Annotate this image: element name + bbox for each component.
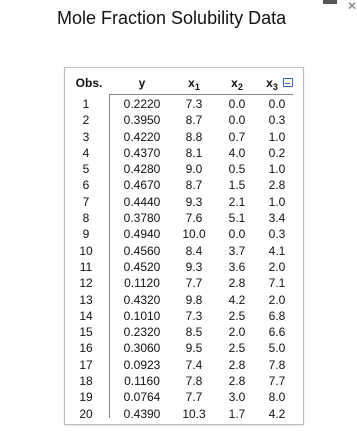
header-divider [109,94,293,95]
table-row [65,340,303,356]
table-row [65,145,303,161]
x1-cell: 7.7 [185,390,203,405]
x2-cell: 0.0 [228,227,246,242]
x3-cell: 4.2 [268,406,286,421]
x2-cell: 2.8 [228,374,246,389]
table-row [65,324,303,340]
y-cell: 0.0923 [123,357,161,372]
obs-cell: 7 [82,194,90,209]
y-cell: 0.4320 [123,292,161,307]
x2-cell: 1.5 [228,178,246,193]
column-header-x1-subscript: 1 [194,82,200,92]
x2-cell: 0.0 [228,97,246,111]
obs-cell: 4 [82,145,90,160]
x3-cell: 0.0 [268,97,286,111]
y-cell: 0.3950 [123,113,161,128]
minimize-icon[interactable] [323,0,337,4]
column-header-x2-subscript: 2 [237,82,243,92]
x1-cell: 8.5 [185,325,203,340]
table-row [65,243,303,259]
x2-cell: 3.0 [228,390,246,405]
table-row [65,357,303,373]
x2-cell: 1.7 [228,406,246,421]
x1-cell: 7.6 [185,211,203,226]
obs-cell: 11 [79,259,93,274]
column-header-x2 [217,74,257,92]
obs-cell: 3 [82,129,90,144]
x1-cell: 8.7 [185,178,203,193]
y-cell: 0.4390 [123,406,161,421]
x2-cell: 2.5 [228,341,246,356]
table-row [65,194,303,210]
x2-cell: 2.8 [228,276,246,291]
x3-cell: 7.8 [268,357,286,372]
table-row [65,129,303,145]
table-row [65,96,303,112]
y-cell: 0.4670 [123,178,161,193]
obs-cell: 5 [82,162,90,177]
y-cell: 0.2220 [123,97,161,111]
y-cell: 0.4440 [123,194,161,209]
table-row [65,210,303,226]
x3-cell: 2.8 [268,178,286,193]
x2-cell: 4.0 [228,145,246,160]
table-body [65,96,303,422]
x3-cell: 6.8 [268,308,286,323]
x2-cell: 0.7 [228,129,246,144]
x1-cell: 9.3 [185,194,203,209]
x1-cell: 8.8 [185,129,203,144]
obs-cell: 8 [82,211,90,226]
x3-cell: 0.2 [268,145,286,160]
column-header-x2-label: x [231,76,238,90]
x1-cell: 9.0 [185,162,203,177]
obs-cell: 17 [79,357,93,372]
column-header-y-label: y [138,76,146,90]
obs-cell: 10 [79,243,93,258]
column-header-obs [69,74,109,92]
x1-cell: 9.3 [185,259,203,274]
y-cell: 0.4280 [123,162,161,177]
copy-icon[interactable] [283,78,293,87]
x1-cell: 8.1 [185,145,203,160]
x3-cell: 5.0 [268,341,286,356]
obs-cell: 14 [79,308,93,323]
x1-cell: 10.0 [182,227,206,242]
x1-cell: 7.3 [185,97,203,111]
x1-cell: 7.7 [185,276,203,291]
x2-cell: 2.8 [228,357,246,372]
column-header-x3-subscript: 3 [272,82,278,92]
x2-cell: 2.0 [228,325,246,340]
x3-cell: 2.0 [268,292,286,307]
obs-cell: 12 [79,276,93,291]
column-header-x1 [173,74,215,92]
x1-cell: 9.8 [185,292,203,307]
table-row [65,259,303,275]
x1-cell: 8.7 [185,113,203,128]
window-title: Mole Fraction Solubility Data [57,8,287,28]
column-header-y [113,74,171,92]
x1-cell: 9.5 [185,341,203,356]
column-header-obs-label: Obs. [75,76,103,90]
x2-cell: 5.1 [228,211,246,226]
y-cell: 0.4220 [123,129,161,144]
x1-cell: 8.4 [185,243,203,258]
table-row [65,406,303,422]
y-cell: 0.1120 [124,276,160,291]
table-row [65,389,303,405]
x3-cell: 1.0 [268,194,286,209]
obs-cell: 13 [79,292,93,307]
y-cell: 0.3780 [123,211,161,226]
x2-cell: 3.6 [228,259,246,274]
table-row [65,292,303,308]
obs-cell: 1 [82,97,90,111]
y-cell: 0.4520 [123,259,161,274]
obs-cell: 16 [79,341,93,356]
x3-cell: 8.0 [268,390,286,405]
x2-cell: 3.7 [228,243,246,258]
x3-cell: 6.6 [268,325,286,340]
x1-cell: 10.3 [182,406,206,421]
column-header-x3-label: x [266,76,273,90]
x3-cell: 1.0 [268,129,286,144]
x3-cell: 2.0 [268,259,286,274]
obs-cell: 2 [82,113,90,128]
y-cell: 0.1010 [123,308,161,323]
x2-cell: 2.1 [228,194,246,209]
y-cell: 0.4940 [123,227,161,242]
x1-cell: 7.3 [185,308,203,323]
y-cell: 0.4560 [123,243,161,258]
y-cell: 0.4370 [123,145,161,160]
y-cell: 0.0764 [123,390,161,405]
y-cell: 0.3060 [123,341,161,356]
obs-cell: 6 [82,178,90,193]
table-row [65,161,303,177]
column-header-x1-label: x [188,76,195,90]
obs-cell: 19 [79,390,93,405]
obs-cell: 9 [82,227,90,242]
x2-cell: 0.0 [228,113,246,128]
table-row [65,226,303,242]
x3-cell: 0.3 [268,113,286,128]
table-row [65,373,303,389]
x2-cell: 2.5 [228,308,246,323]
table-row [65,112,303,128]
y-cell: 0.1160 [124,374,160,389]
x2-cell: 0.5 [228,162,246,177]
data-table-panel [64,67,304,425]
y-cell: 0.2320 [123,325,161,340]
x3-cell: 7.7 [268,374,286,389]
x2-cell: 4.2 [228,292,246,307]
obs-cell: 15 [79,325,93,340]
table-row [65,308,303,324]
x1-cell: 7.8 [185,374,203,389]
close-icon[interactable]: ✕ [347,0,357,13]
obs-cell: 18 [79,374,93,389]
table-row [65,177,303,193]
table-row [65,275,303,291]
x1-cell: 7.4 [185,357,203,372]
x3-cell: 1.0 [268,162,286,177]
x3-cell: 7.1 [268,276,286,291]
x3-cell: 3.4 [268,211,286,226]
obs-cell: 20 [79,406,93,421]
x3-cell: 4.1 [268,243,286,258]
x3-cell: 0.3 [268,227,286,242]
